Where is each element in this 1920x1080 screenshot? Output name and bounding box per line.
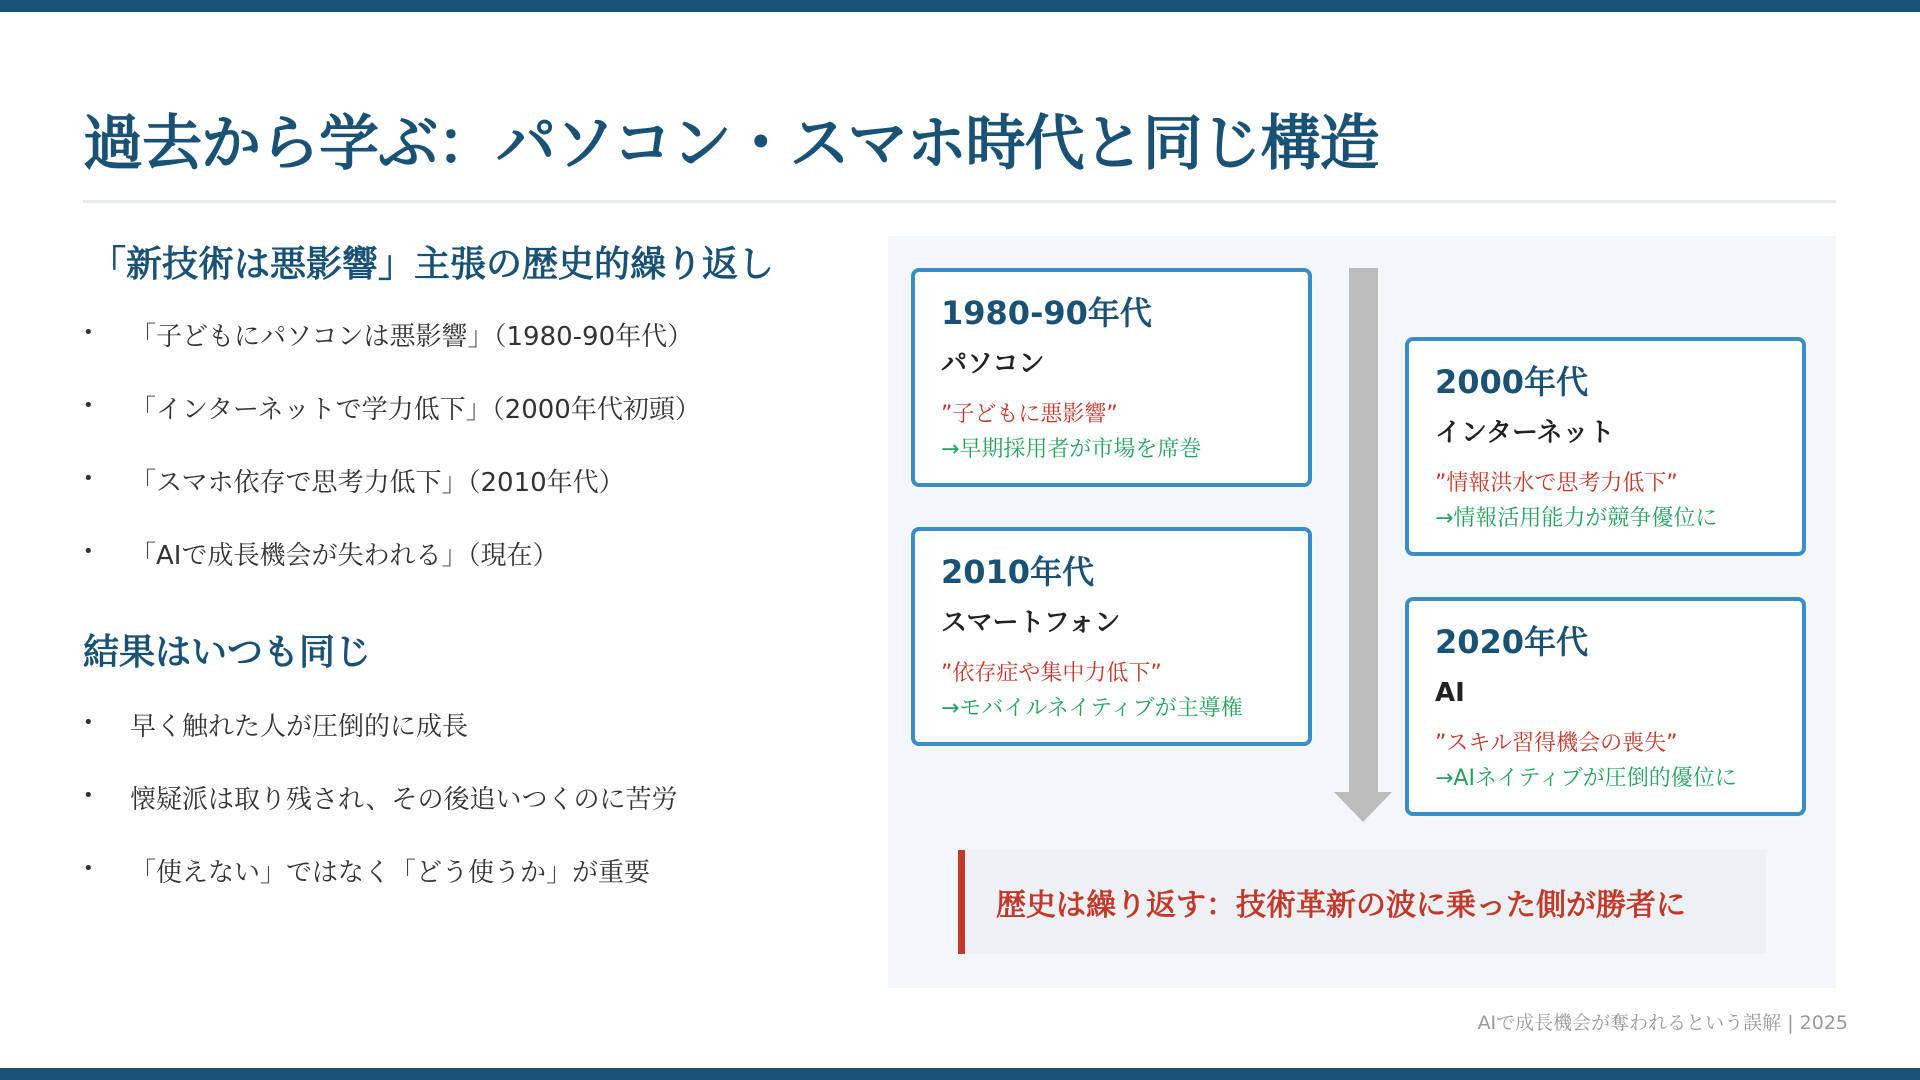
bullet-icon: • <box>83 395 94 416</box>
list-item-text: 「インターネットで学力低下」（2000年代初頭） <box>130 395 701 425</box>
result-section-heading: 結果はいつも同じ <box>83 632 372 673</box>
bullet-icon: • <box>83 322 94 343</box>
title-divider <box>83 200 1836 203</box>
list-item <box>83 389 701 462</box>
era-card-1980s <box>911 268 1312 487</box>
list-item-text: 懐疑派は取り残され、その後追いつくのに苦労 <box>130 785 678 815</box>
top-accent-bar <box>0 0 1920 12</box>
era-criticism: ”スキル習得機会の喪失” <box>1435 731 1678 756</box>
list-item <box>83 462 701 535</box>
slide-footer: AIで成長機会が奪われるという誤解 | 2025 <box>1477 1012 1848 1034</box>
list-item <box>83 535 701 608</box>
slide-title: 過去から学ぶ：パソコン・スマホ時代と同じ構造 <box>83 109 1379 179</box>
list-item-text: 「使えない」ではなく「どう使うか」が重要 <box>130 858 651 888</box>
list-item-text: 「子どもにパソコンは悪影響」（1980-90年代） <box>130 322 694 352</box>
era-outcome: →モバイルネイティブが主導権 <box>941 696 1243 721</box>
bullet-icon: • <box>83 858 94 879</box>
era-year: 1980-90年代 <box>941 294 1152 332</box>
history-claims-list <box>83 316 701 608</box>
era-technology: インターネット <box>1435 418 1615 448</box>
bullet-icon: • <box>83 468 94 489</box>
era-criticism: ”依存症や集中力低下” <box>941 661 1162 686</box>
bottom-accent-bar <box>0 1068 1920 1080</box>
list-item-text: 「AIで成長機会が失われる」（現在） <box>130 541 559 571</box>
bullet-icon: • <box>83 541 94 562</box>
result-list <box>83 706 678 925</box>
conclusion-callout <box>958 850 1766 954</box>
list-item <box>83 779 678 852</box>
timeline-arrow-shaft <box>1349 268 1378 792</box>
era-outcome: →情報活用能力が競争優位に <box>1435 506 1718 531</box>
list-item-text: 早く触れた人が圧倒的に成長 <box>130 712 469 742</box>
bullet-icon: • <box>83 712 94 733</box>
era-technology: パソコン <box>941 349 1045 379</box>
callout-text: 歴史は繰り返す：技術革新の波に乗った側が勝者に <box>996 888 1686 923</box>
list-item <box>83 706 678 779</box>
list-item-text: 「スマホ依存で思考力低下」（2010年代） <box>130 468 625 498</box>
era-year: 2020年代 <box>1435 623 1589 661</box>
history-section-heading: 「新技術は悪影響」主張の歴史的繰り返し <box>90 244 775 285</box>
era-outcome: →早期採用者が市場を席巻 <box>941 437 1202 462</box>
era-outcome: →AIネイティブが圧倒的優位に <box>1435 766 1737 791</box>
era-criticism: ”子どもに悪影響” <box>941 402 1118 427</box>
era-card-2020s <box>1405 597 1806 816</box>
list-item <box>83 316 701 389</box>
era-technology: スマートフォン <box>941 608 1121 638</box>
era-year: 2000年代 <box>1435 363 1589 401</box>
era-criticism: ”情報洪水で思考力低下” <box>1435 471 1678 496</box>
era-card-2010s <box>911 527 1312 746</box>
down-arrow-icon <box>1334 792 1392 822</box>
era-technology: AI <box>1435 678 1465 708</box>
list-item <box>83 852 678 925</box>
era-year: 2010年代 <box>941 553 1095 591</box>
bullet-icon: • <box>83 785 94 806</box>
era-card-2000s <box>1405 337 1806 556</box>
